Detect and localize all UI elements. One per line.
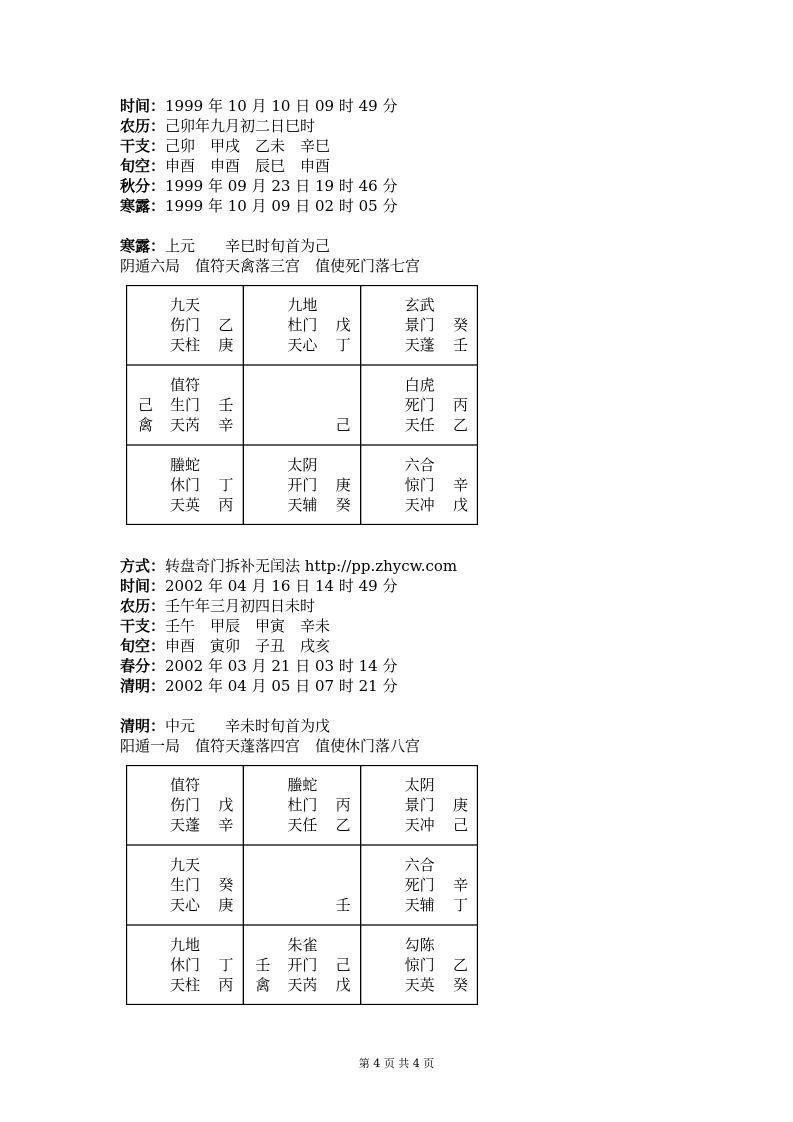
- star: 天蓬: [404, 336, 435, 354]
- ju-value: 上元 辛巳时旬首为己: [165, 237, 331, 255]
- palace-cell: [126, 365, 243, 445]
- door: 死门: [404, 876, 435, 894]
- palace-cell: [243, 925, 360, 1005]
- star-stem: 癸: [335, 496, 351, 514]
- god: 白虎: [404, 376, 435, 394]
- info-label: 清明：: [120, 677, 166, 695]
- palace-cell: [361, 925, 478, 1005]
- door-stem: 辛: [452, 876, 468, 894]
- outer-star: 禽: [255, 976, 271, 994]
- door-stem: 乙: [452, 956, 468, 974]
- palace-cell: [243, 445, 360, 525]
- palace-cell: [243, 285, 360, 365]
- info-value: 1999 年 10 月 10 日 09 时 49 分: [165, 97, 398, 115]
- ju-value: 中元 辛未时旬首为戊: [165, 717, 331, 735]
- palace-cell: [361, 845, 478, 925]
- outer-door-stem: 己: [138, 396, 154, 414]
- star-stem: 己: [452, 816, 468, 834]
- door: 生门: [170, 876, 201, 894]
- page-footer: 第 4 页 共 4 页: [358, 1057, 435, 1070]
- info-line: [120, 616, 330, 636]
- god: 太阴: [404, 776, 435, 794]
- center-stem: 壬: [335, 896, 351, 914]
- info-label: 旬空：: [120, 637, 166, 655]
- info-label: 时间：: [120, 97, 166, 115]
- palace-cell: [361, 445, 478, 525]
- outer-door-stem: 壬: [255, 956, 271, 974]
- star: 天蓬: [170, 816, 201, 834]
- info-value: 己卯 甲戌 乙未 辛巳: [165, 137, 331, 155]
- info-value: 壬午 甲辰 甲寅 辛未: [165, 617, 331, 635]
- info-line: [120, 136, 330, 156]
- info-value: 1999 年 10 月 09 日 02 时 05 分: [165, 197, 398, 215]
- god: 太阴: [287, 456, 318, 474]
- god: 值符: [170, 776, 201, 794]
- door-stem: 辛: [452, 476, 468, 494]
- qimen-chart: [126, 765, 478, 1005]
- god: 朱雀: [287, 936, 318, 954]
- door: 休门: [170, 956, 201, 974]
- door: 开门: [287, 476, 318, 494]
- star: 天任: [287, 816, 318, 834]
- star: 天柱: [170, 976, 201, 994]
- door-stem: 丙: [335, 796, 351, 814]
- door-stem: 丁: [218, 476, 234, 494]
- door: 生门: [170, 396, 201, 414]
- star-stem: 辛: [218, 816, 234, 834]
- info-line: [120, 576, 397, 596]
- god: 六合: [404, 856, 435, 874]
- info-line: [120, 676, 397, 696]
- palace-cell: [361, 285, 478, 365]
- star: 天冲: [404, 496, 435, 514]
- god: 勾陈: [404, 936, 435, 954]
- info-label: 秋分：: [120, 177, 166, 195]
- door: 休门: [170, 476, 201, 494]
- palace-cell-center: [243, 845, 360, 925]
- info-label: 时间：: [120, 577, 166, 595]
- info-value: 壬午年三月初四日未时: [165, 597, 316, 615]
- outer-star: 禽: [138, 416, 154, 434]
- door-stem: 庚: [335, 476, 351, 494]
- door: 惊门: [404, 956, 435, 974]
- star-stem: 戊: [452, 496, 468, 514]
- star: 天心: [170, 896, 201, 914]
- info-label: 干支：: [120, 137, 166, 155]
- star-stem: 乙: [335, 816, 351, 834]
- door: 伤门: [170, 316, 201, 334]
- door: 伤门: [170, 796, 201, 814]
- palace-cell-center: [243, 365, 360, 445]
- door-stem: 癸: [452, 316, 468, 334]
- god: 六合: [404, 456, 435, 474]
- door: 景门: [404, 316, 435, 334]
- star-stem: 丙: [218, 496, 234, 514]
- star: 天芮: [287, 976, 318, 994]
- ju-summary: 阳遁一局 值符天蓬落四宫 值使休门落八宫: [120, 737, 421, 755]
- god: 值符: [170, 376, 201, 394]
- info-label: 春分：: [120, 657, 166, 675]
- star: 天柱: [170, 336, 201, 354]
- star: 天芮: [170, 416, 201, 434]
- info-value: 申酉 申酉 辰巳 申酉: [165, 157, 331, 175]
- info-value: 申酉 寅卯 子丑 戌亥: [165, 637, 331, 655]
- star: 天心: [287, 336, 318, 354]
- center-stem: 己: [335, 416, 351, 434]
- door-stem: 戊: [335, 316, 351, 334]
- door: 开门: [287, 956, 318, 974]
- info-value: 2002 年 04 月 16 日 14 时 49 分: [165, 577, 398, 595]
- info-line: [120, 96, 397, 116]
- door-stem: 戊: [218, 796, 234, 814]
- star: 天英: [170, 496, 201, 514]
- star-stem: 庚: [218, 896, 234, 914]
- door: 杜门: [287, 316, 318, 334]
- ju-summary: 阴遁六局 值符天禽落三宫 值使死门落七宫: [120, 257, 421, 275]
- god: 九地: [287, 296, 318, 314]
- door: 死门: [404, 396, 435, 414]
- door-stem: 庚: [452, 796, 468, 814]
- star: 天冲: [404, 816, 435, 834]
- star-stem: 壬: [452, 336, 468, 354]
- door: 杜门: [287, 796, 318, 814]
- ju-line: [120, 236, 330, 256]
- door-stem: 壬: [218, 396, 234, 414]
- god: 玄武: [404, 296, 435, 314]
- door: 惊门: [404, 476, 435, 494]
- door: 景门: [404, 796, 435, 814]
- ju-label: 寒露：: [120, 237, 166, 255]
- star: 天辅: [404, 896, 435, 914]
- info-label: 农历：: [120, 117, 166, 135]
- palace-cell: [126, 285, 243, 365]
- god: 螣蛇: [287, 776, 318, 794]
- star-stem: 乙: [452, 416, 468, 434]
- god: 九天: [170, 856, 201, 874]
- door-stem: 癸: [218, 876, 234, 894]
- star-stem: 癸: [452, 976, 468, 994]
- palace-cell: [361, 765, 478, 845]
- info-line: [120, 176, 397, 196]
- palace-cell: [126, 925, 243, 1005]
- star-stem: 丁: [452, 896, 468, 914]
- info-label: 方式：: [120, 557, 166, 575]
- info-line: [120, 556, 457, 576]
- info-line: [120, 196, 397, 216]
- star-stem: 戊: [335, 976, 351, 994]
- star: 天辅: [287, 496, 318, 514]
- info-label: 旬空：: [120, 157, 166, 175]
- palace-cell: [126, 445, 243, 525]
- palace-cell: [126, 845, 243, 925]
- info-line: [120, 656, 397, 676]
- palace-cell: [126, 765, 243, 845]
- info-value: 转盘奇门拆补无闰法 http://pp.zhycw.com: [165, 557, 458, 575]
- info-label: 干支：: [120, 617, 166, 635]
- god: 螣蛇: [170, 456, 201, 474]
- info-label: 农历：: [120, 597, 166, 615]
- info-value: 1999 年 09 月 23 日 19 时 46 分: [165, 177, 398, 195]
- ju-line: [120, 716, 330, 736]
- info-value: 己卯年九月初二日巳时: [165, 117, 316, 135]
- door-stem: 乙: [218, 316, 234, 334]
- star-stem: 丙: [218, 976, 234, 994]
- door-stem: 丙: [452, 396, 468, 414]
- info-value: 2002 年 04 月 05 日 07 时 21 分: [165, 677, 398, 695]
- star: 天任: [404, 416, 435, 434]
- info-line: [120, 596, 315, 616]
- star-stem: 庚: [218, 336, 234, 354]
- door-stem: 丁: [218, 956, 234, 974]
- info-line: [120, 116, 315, 136]
- star: 天英: [404, 976, 435, 994]
- star-stem: 丁: [335, 336, 351, 354]
- info-label: 寒露：: [120, 197, 166, 215]
- palace-cell: [361, 365, 478, 445]
- qimen-chart: [126, 285, 478, 525]
- star-stem: 辛: [218, 416, 234, 434]
- palace-cell: [243, 765, 360, 845]
- door-stem: 己: [335, 956, 351, 974]
- info-line: [120, 156, 330, 176]
- god: 九地: [170, 936, 201, 954]
- info-value: 2002 年 03 月 21 日 03 时 14 分: [165, 657, 398, 675]
- info-line: [120, 636, 330, 656]
- ju-label: 清明：: [120, 717, 166, 735]
- god: 九天: [170, 296, 201, 314]
